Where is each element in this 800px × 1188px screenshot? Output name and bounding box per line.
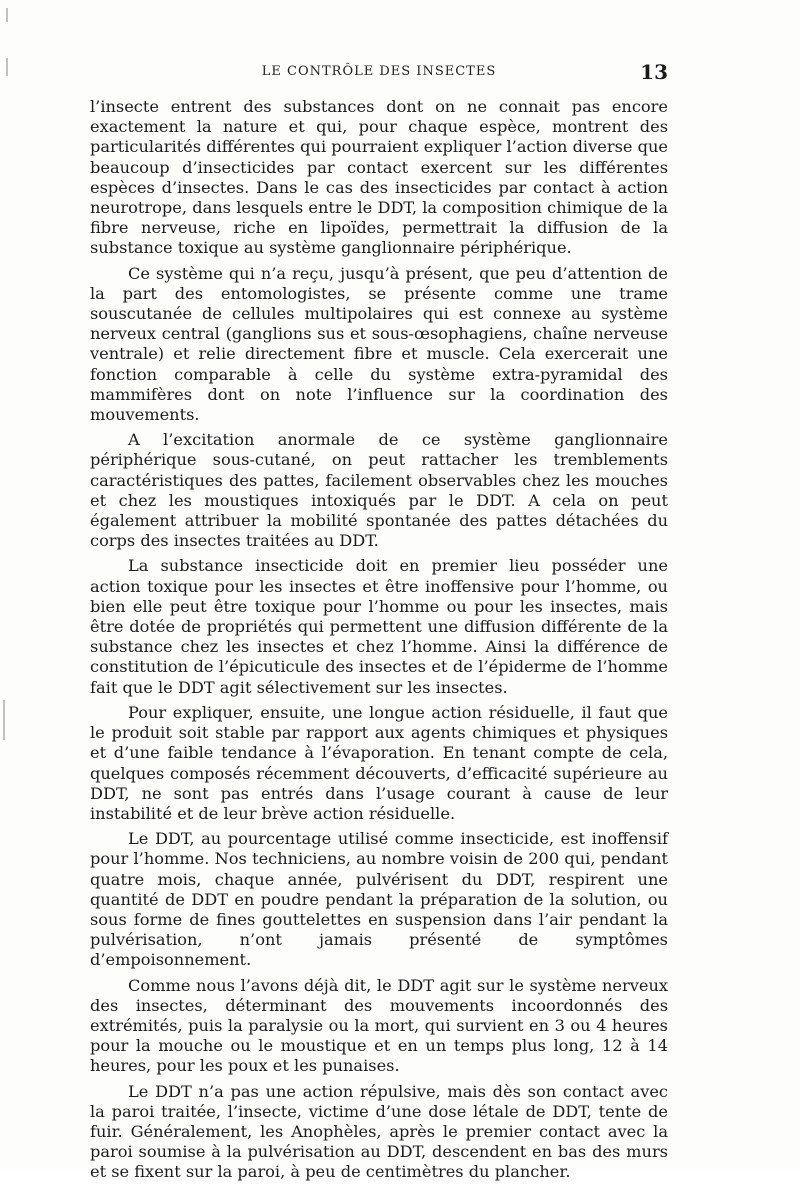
paragraph: A l’excitation anormale de ce système ganglionnaire périphérique sous-cutané, on peut rattacher les tremblements caractéristiques des pattes, facilement observables chez les mouches et chez les moustiques intoxiqués par le DDT. A cela on peut également attribuer la mobilité spontanée des pattes détachées du corps des insectes traitées au DDT. [90,430,668,551]
paragraph: Ce système qui n’a reçu, jusqu’à présent, que peu d’attention de la part des entomologistes, se présente comme une trame souscutanée de cellules multipolaires qui est connexe au système nerveux central (ganglions sus et sous-œsophagiens, chaîne nerveuse ventrale) et relie directement fibre et muscle. Cela exercerait une fonction comparable à celle du système extra-pyramidal des mammifères dont on note l’influence sur la coordination des mouvements. [90,263,668,425]
paragraph: l’insecte entrent des substances dont on ne connait pas encore exactement la nature et qui, pour chaque espèce, montrent des particularités différentes qui pourraient expliquer l’action diverse que beaucoup d’insecticides par contact exercent sur les différentes espèces d’insectes. Dans le cas des insecticides par contact à action neurotrope, dans lesquels entre le DDT, la composition chimique de la fibre nerveuse, riche en lipoïdes, permettrait la diffusion de la substance toxique au système ganglionnaire périphérique. [90,97,668,258]
scan-edge-mark [6,8,8,22]
paragraph: La substance insecticide doit en premier lieu posséder une action toxique pour les insectes et être inoffensive pour l’homme, ou bien elle peut être toxique pour l’homme ou pour les insectes, mais être dotée de propriétés qui permettent une diffusion différente de la substance chez les insectes et chez l’homme. Ainsi la différence de constitution de l’épicuticule des insectes et de l’épiderme de l’homme fait que le DDT agit sélectivement sur les insectes. [90,556,668,697]
scan-edge-mark [6,58,8,76]
page-number: 13 [640,60,668,84]
page-header [90,60,668,88]
running-title: LE CONTRÔLE DES INSECTES [261,64,497,79]
paragraph: Comme nous l’avons déjà dit, le DDT agit sur le système nerveux des insectes, déterminant des mouvements incoordonnés des extrémités, puis la paralysie ou la mort, qui survient en 3 ou 4 heures pour la mouche ou le moustique et en un temps plus long, 12 à 14 heures, pour les poux et les punaises. [90,975,668,1076]
paragraph: Le DDT n’a pas une action répulsive, mais dès son contact avec la paroi traitée, l’insecte, victime d’une dose létale de DDT, tente de fuir. Généralement, les Anophèles, après le premier contact avec la paroi soumise à la pulvérisation au DDT, descendent en bas des murs et se fixent sur la paroi, à peu de centimètres du plancher. [90,1081,668,1182]
paragraph: Le DDT, au pourcentage utilisé comme insecticide, est inoffensif pour l’homme. Nos techniciens, au nombre voisin de 200 qui, pendant quatre mois, chaque année, pulvérisent du DDT, respirent une quantité de DDT en poudre pendant la préparation de la solution, ou sous forme de fines gouttelettes en suspension dans l’air pendant la pulvérisation, n’ont jamais présenté de symptômes d’empoisonnement. [90,829,668,970]
body-text [90,97,668,1188]
paragraph: Pour expliquer, ensuite, une longue action résiduelle, il faut que le produit soit stable par rapport aux agents chimiques et physiques et d’une faible tendance à l’évaporation. En tenant compte de cela, quelques composés récemment découverts, d’efficacité supérieure au DDT, ne sont pas entrés dans l’usage courant à cause de leur instabilité et de leur brève action résiduelle. [90,702,668,823]
scan-edge-mark [3,700,5,740]
